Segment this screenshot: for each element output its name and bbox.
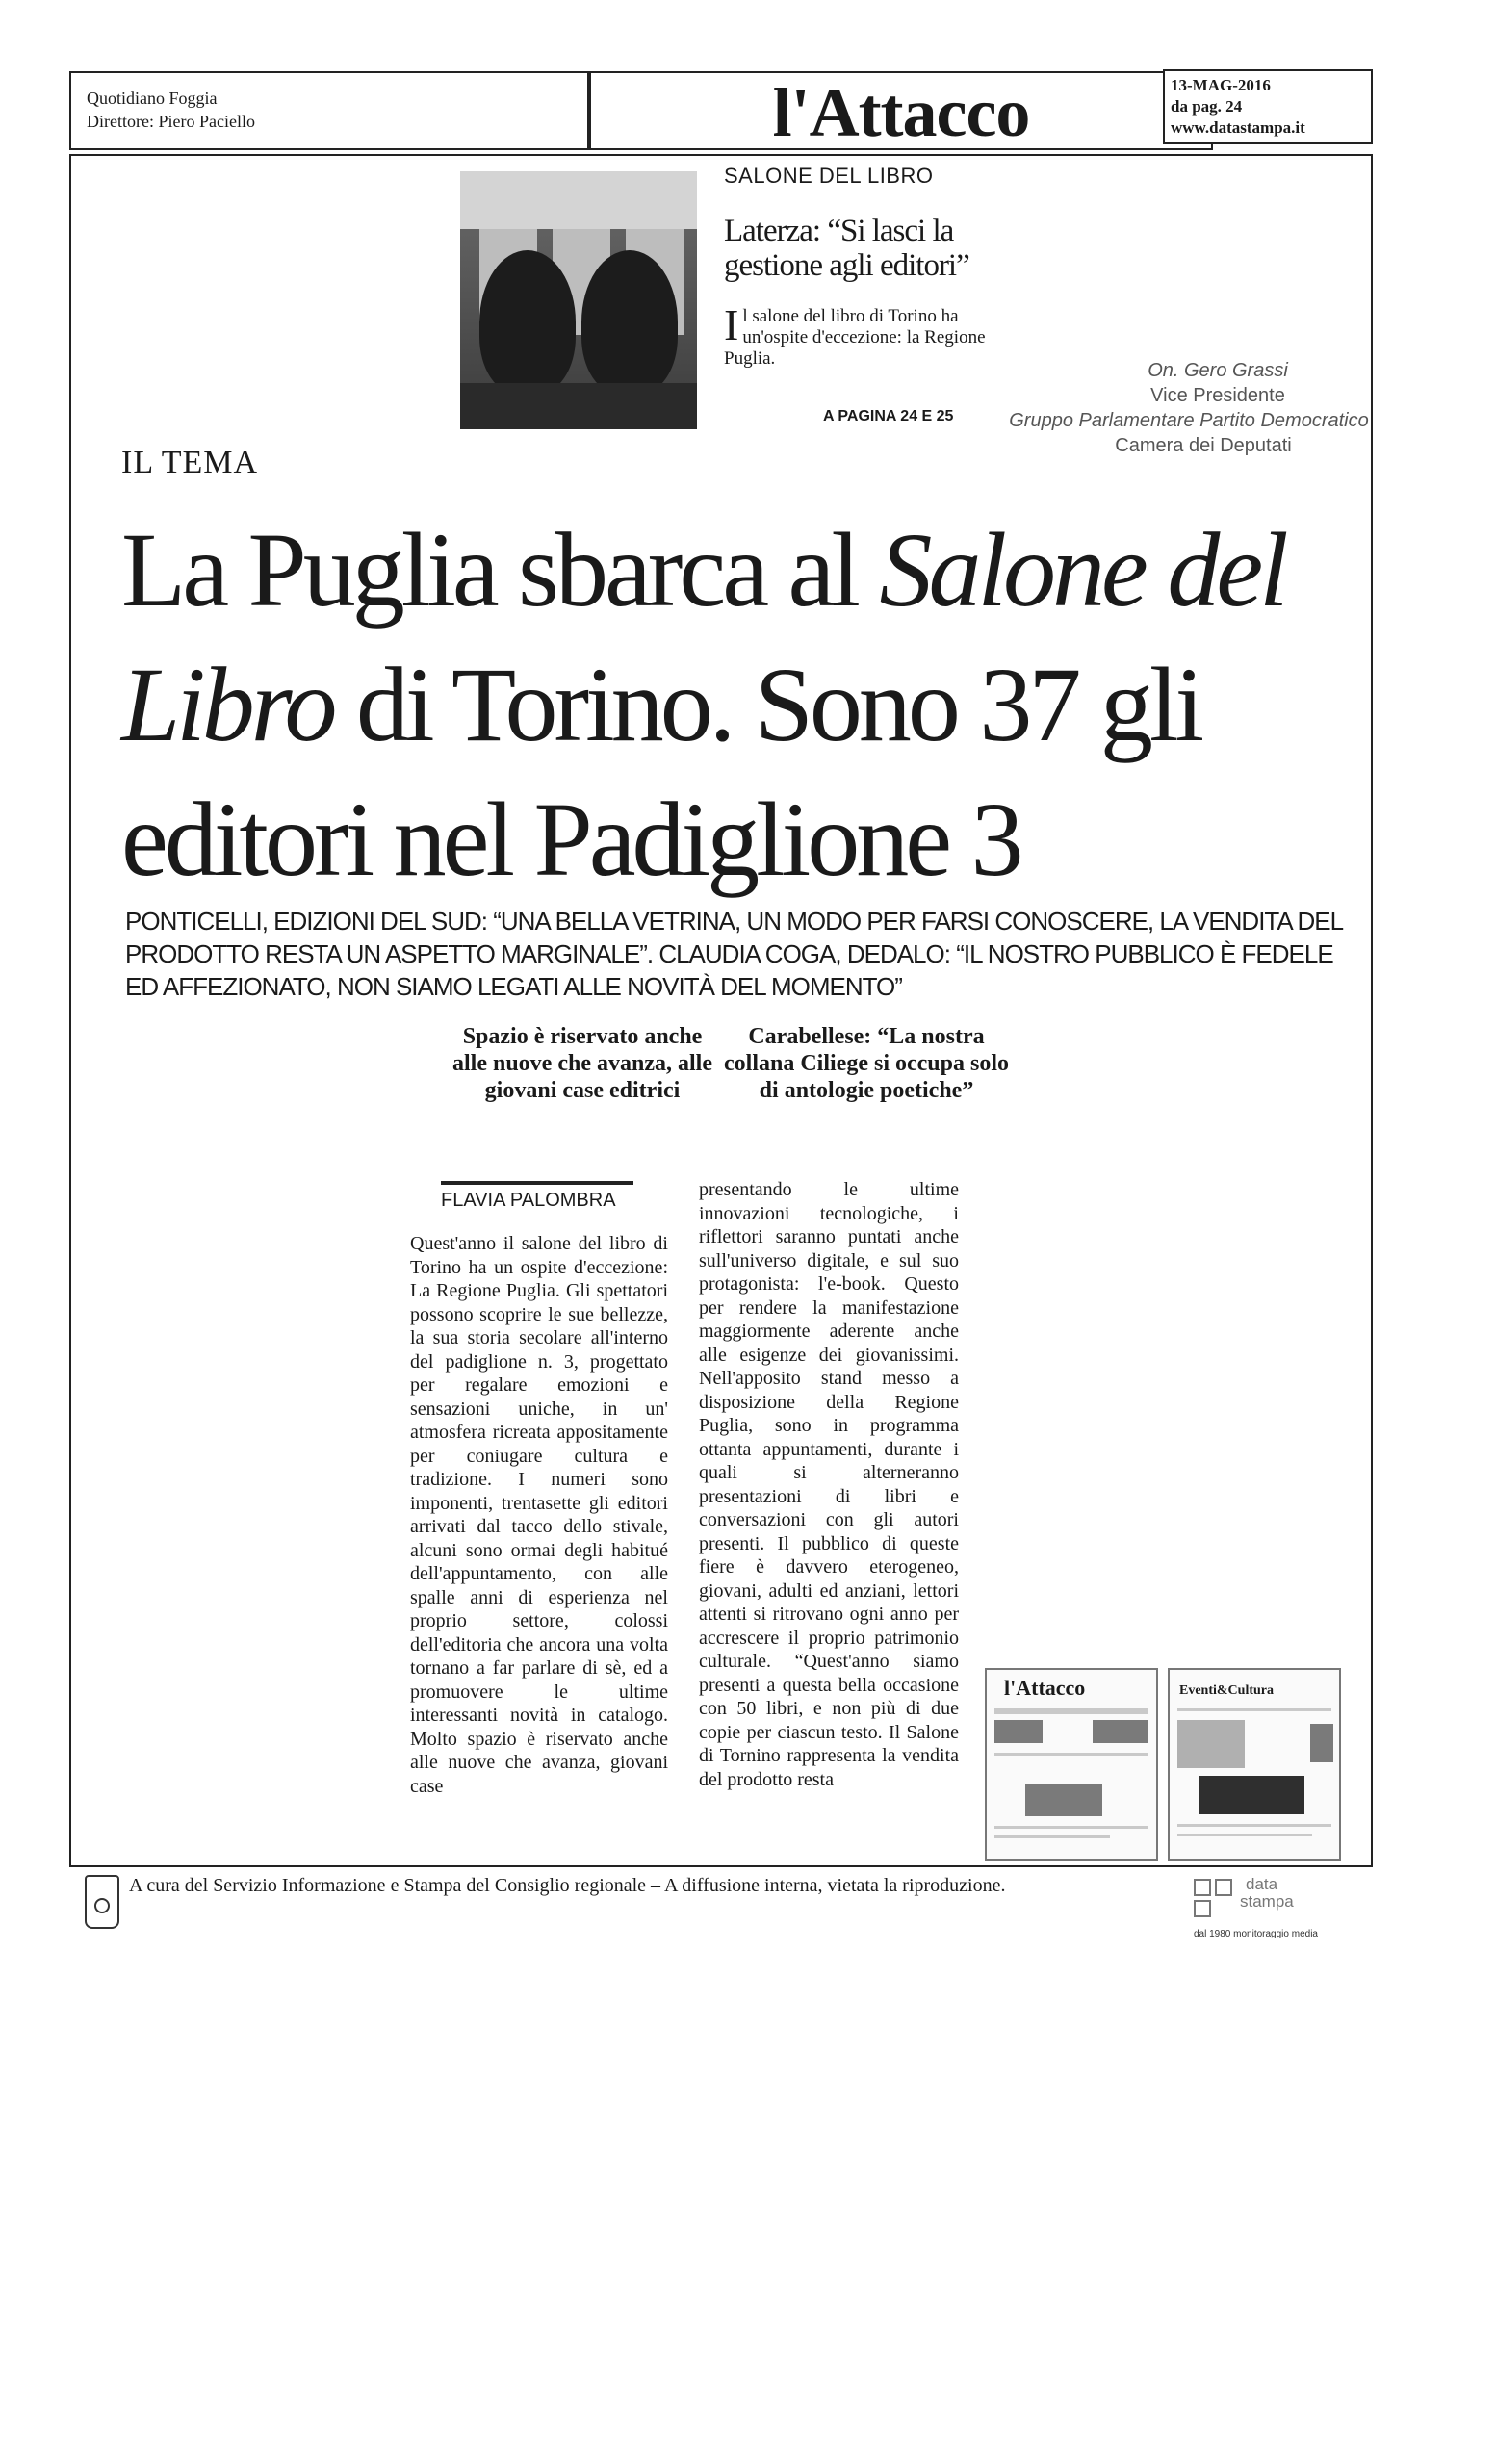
masthead-text: l'Attacco [772, 74, 1030, 151]
source-site: www.datastampa.it [1171, 118, 1305, 137]
page-thumbnail-1 [985, 1668, 1158, 1861]
headline [121, 502, 1373, 907]
page-reference: A PAGINA 24 E 25 [823, 408, 954, 424]
date-box [1163, 69, 1373, 144]
masthead-logo [589, 71, 1213, 150]
pull-quote-right: Carabellese: “La nostra collana Ciliege si occupa solo di antologie poetiche” [724, 1024, 1009, 1103]
subheadline: PONTICELLI, EDIZIONI DEL SUD: “UNA BELLA VETRINA, UN MODO PER FARSI CONOSCERE, LA VENDITA DEL PRODOTTO RESTA UN ASPETTO MARGINALE”. CLAUDIA COGA, DEDALO: “IL NOSTRO PUBBLICO È FEDELE ED AFFEZIONATO, NON SIAMO LEGATI ALLE NOVITÀ DEL MOMENTO” [125, 907, 1343, 1001]
page-thumbnail-2 [1168, 1668, 1341, 1861]
header-info-box [69, 71, 589, 150]
stamp-role: Vice Presidente [1150, 385, 1285, 406]
paper-director: Direttore: Piero Paciello [87, 112, 255, 131]
thumb1-logo: l'Attacco [1004, 1676, 1086, 1700]
byline-rule [441, 1181, 633, 1185]
footer-notice: A cura del Servizio Informazione e Stampa del Consiglio regionale – A diffusione interna, vietata la riproduzione. [129, 1875, 1006, 1896]
body-column-1: Quest'anno il salone del libro di Torino ha un ospite d'eccezione: La Regione Puglia. Gli spettatori possono scoprire le sue bellezze, la sua storia secolare all'interno del padiglione n. 3, progettato per regalare emozioni e sensazioni uniche, in un' atmosfera ricreata appositamente per coniugare cultura e tradizione. I numeri sono imponenti, trentasette gli editori arrivati dal tacco dello stivale, alcuni sono ormai degli habitué dell'appuntamento, con alle spalle anni di esperienza nel proprio settore, colossi dell'editoria che ancora una volta tornano a far parlare di sè, ed a promuovere le ultime interessanti novità in catalogo. Molto spazio è riservato anche alle nuove che avanza, giovani case [410, 1233, 668, 1797]
logo-word-stampa: stampa [1240, 1892, 1294, 1911]
newspaper-header [69, 69, 1373, 150]
issue-date: 13-MAG-2016 [1171, 76, 1271, 94]
teaser-body: l salone del libro di Torino ha un'ospite d'eccezione: la Regione Puglia. [724, 306, 986, 369]
teaser-kicker: SALONE DEL LIBRO [724, 164, 934, 188]
paper-type: Quotidiano Foggia [87, 89, 218, 108]
council-emblem-icon [85, 1875, 119, 1929]
byline: FLAVIA PALOMBRA [441, 1190, 616, 1211]
teaser-photo [460, 171, 697, 429]
logo-tagline: dal 1980 monitoraggio media [1194, 1929, 1318, 1939]
section-label: IL TEMA [121, 445, 259, 480]
page-range: da pag. 24 [1171, 97, 1243, 116]
headline-part-2: di Torino. Sono 37 gli editori nel Padiglione 3 [121, 646, 1201, 898]
headline-part-1: La Puglia sbarca al [121, 511, 880, 629]
pull-quote-left: Spazio è riservato anche alle nuove che avanza, alle giovani case editrici [452, 1024, 712, 1103]
drop-cap: I [724, 300, 739, 349]
deputy-stamp [963, 358, 1415, 458]
stamp-group: Gruppo Parlamentare Partito Democratico [1009, 410, 1369, 431]
headline-italic-2: del Libro [121, 511, 1285, 763]
teaser-title: Laterza: “Si lasci la gestione agli editori” [724, 214, 969, 283]
logo-word-data: data [1246, 1875, 1278, 1893]
stamp-name: On. Gero Grassi [1148, 360, 1288, 381]
headline-italic-1: Salone [879, 511, 1145, 629]
body-column-2: presentando le ultime innovazioni tecnologiche, i riflettori saranno puntati anche sull'universo digitale, e sul suo protagonista: l'e-book. Questo per rendere la manifestazione maggiormente aderente anche alle esigenze dei giovanissimi. Nell'apposito stand messo a disposizione della Regione Puglia, sono in programma ottanta appuntamenti, durante i quali si alterneranno presentazioni di libri e conversazioni con gli autori presenti. Il pubblico di queste fiere è davvero eterogeneo, giovani, adulti ed anziani, lettori attenti si ritrovano ogni anno per accrescere il proprio patrimonio culturale. “Quest'anno siamo presenti a questa bella occasione con 50 libri, e non più di due copie per ciascun testo. Il Salone di Tornino rappresenta la vendita del prodotto resta [699, 1179, 959, 1790]
stamp-chamber: Camera dei Deputati [1115, 435, 1292, 456]
thumb2-logo: Eventi&Cultura [1179, 1683, 1274, 1698]
